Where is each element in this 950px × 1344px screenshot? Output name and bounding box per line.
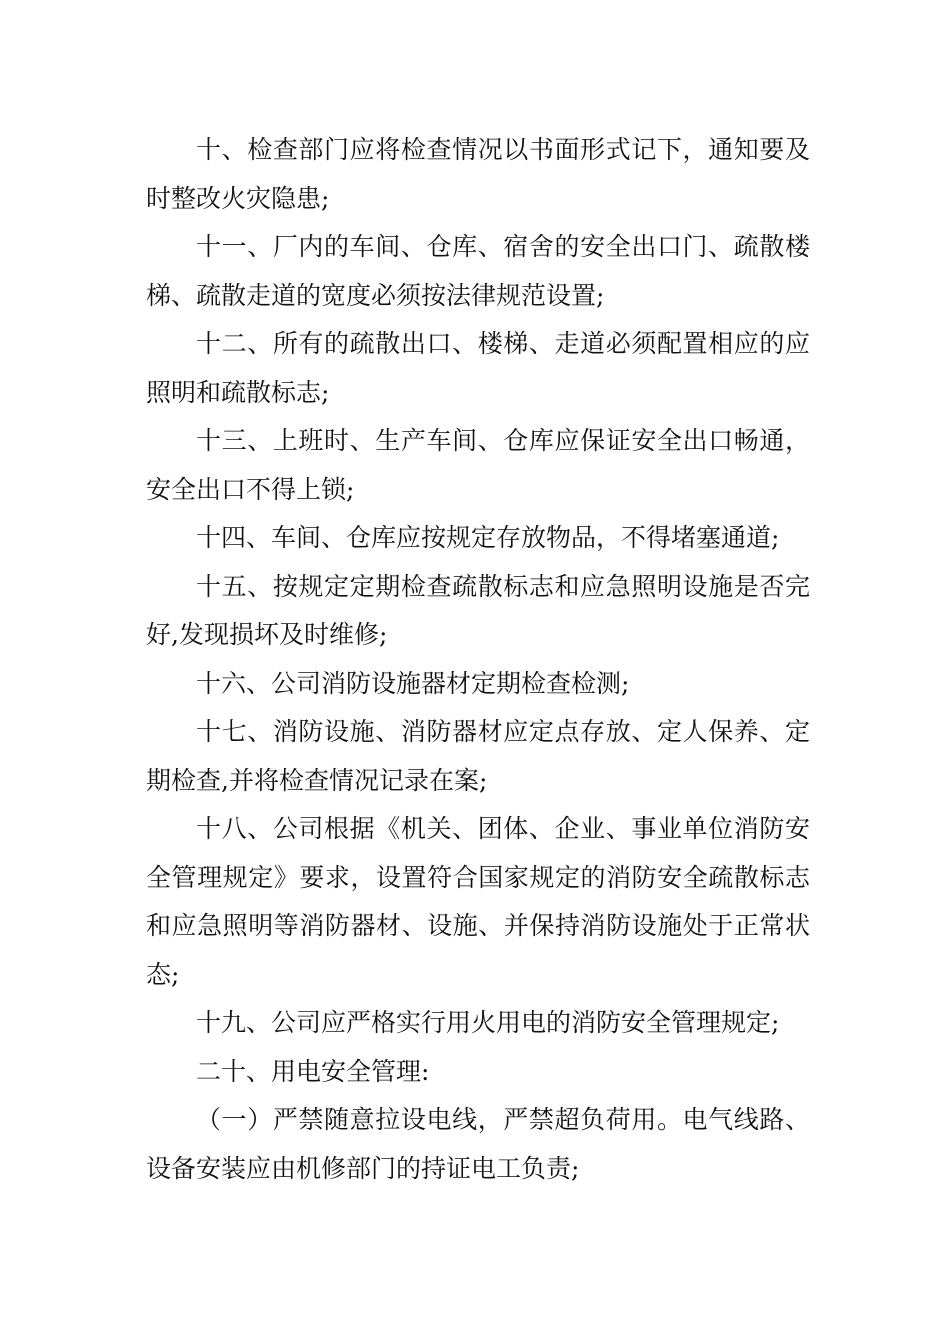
paragraph-14: 十四、车间、仓库应按规定存放物品，不得堵塞通道; [196,523,780,552]
document-body [146,126,810,1193]
paragraph-11: 十一、厂内的车间、仓库、宿舍的安全出口门、疏散楼梯、疏散走道的宽度必须按法律规范设置; [146,232,810,310]
paragraph-12: 十二、所有的疏散出口、楼梯、走道必须配置相应的应照明和疏散标志; [146,329,810,407]
paragraph-10: 十、检查部门应将检查情况以书面形式记下，通知要及时整改火灾隐患; [146,135,810,213]
paragraph-20-item-1: （一）严禁随意拉设电线，严禁超负荷用。电气线路、设备安装应由机修部门的持证电工负责; [146,1105,810,1183]
paragraph-20: 二十、用电安全管理: [196,1056,430,1086]
paragraph-16: 十六、公司消防设施器材定期检查检测; [196,668,630,698]
paragraph-17: 十七、消防设施、消防器材应定点存放、定人保养、定期检查,并将检查情况记录在案; [146,717,810,795]
paragraph-13: 十三、上班时、生产车间、仓库应保证安全出口畅通，安全出口不得上锁; [146,426,810,504]
paragraph-19: 十九、公司应严格实行用火用电的消防安全管理规定; [196,1008,780,1037]
paragraph-18: 十八、公司根据《机关、团体、企业、事业单位消防安全管理规定》要求，设置符合国家规定的消防安全疏散标志和应急照明等消防器材、设施、并保持消防设施处于正常状态; [146,814,810,989]
paragraph-15: 十五、按规定定期检查疏散标志和应急照明设施是否完好,发现损坏及时维修; [146,571,810,649]
